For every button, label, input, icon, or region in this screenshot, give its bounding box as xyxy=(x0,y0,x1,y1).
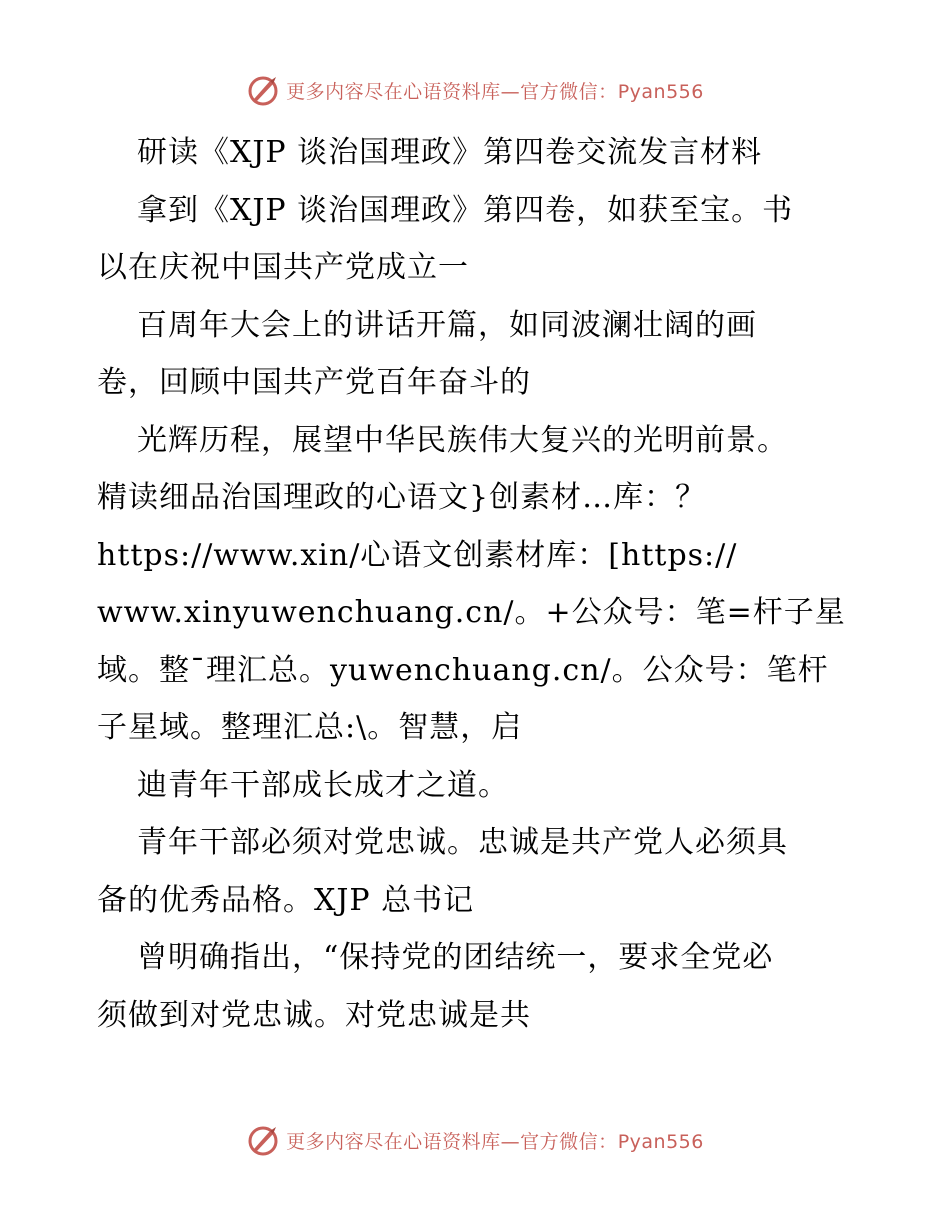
text-line: https://www.xin/心语文创素材库：[https:// xyxy=(97,537,738,573)
text-line: www.xinyuwenchuang.cn/。+公众号：笔=杆子星 xyxy=(97,595,846,630)
footer-banner-official: 官方微信： xyxy=(520,1130,618,1153)
text-line: 研读《XJP 谈治国理政》第四卷交流发言材料 xyxy=(137,135,763,170)
text-line: 百周年大会上的讲话开篇，如同波澜壮阔的画 xyxy=(137,307,757,343)
document-body xyxy=(97,124,857,1044)
text-line: 须做到对党忠诚。对党忠诚是共 xyxy=(97,997,531,1033)
text-line: 以在庆祝中国共产党成立一 xyxy=(97,250,469,285)
footer-banner-dash: — xyxy=(500,1130,521,1153)
text-line: 迪青年干部成长成才之道。 xyxy=(137,767,509,803)
header-banner-wechat: Pyan556 xyxy=(617,80,704,103)
quill-logo-icon xyxy=(246,73,280,107)
text-line: 青年干部必须对党忠诚。忠诚是共产党人必须具 xyxy=(137,825,788,860)
text-line: 曾明确指出，“保持党的团结统一，要求全党必 xyxy=(137,940,774,975)
text-line: 拿到《XJP 谈治国理政》第四卷，如获至宝。书 xyxy=(137,192,794,228)
header-banner-dash: — xyxy=(500,80,521,103)
footer-banner-inner xyxy=(246,1123,704,1157)
quill-logo-icon xyxy=(246,1123,280,1157)
footer-banner xyxy=(0,1120,950,1160)
header-banner-inner xyxy=(246,73,704,107)
header-banner-title: 更多内容尽在心语资料库 xyxy=(286,80,501,103)
header-banner xyxy=(0,70,950,110)
text-line: 卷，回顾中国共产党百年奋斗的 xyxy=(97,365,531,400)
text-line: 精读细品治国理政的心语文}创素材…库：？ xyxy=(97,480,707,515)
text-line: 备的优秀品格。XJP 总书记 xyxy=(97,882,475,918)
text-line: 光辉历程，展望中华民族伟大复兴的光明前景。 xyxy=(137,422,788,458)
text-line: 域。整¯理汇总。yuwenchuang.cn/。公众号：笔杆 xyxy=(97,652,829,688)
footer-banner-title: 更多内容尽在心语资料库 xyxy=(286,1130,501,1153)
header-banner-text xyxy=(286,77,704,104)
footer-banner-wechat: Pyan556 xyxy=(617,1130,704,1153)
footer-banner-text xyxy=(286,1127,704,1154)
header-banner-official: 官方微信： xyxy=(520,80,618,103)
text-line: 子星域。整理汇总:\。智慧，启 xyxy=(97,710,523,745)
